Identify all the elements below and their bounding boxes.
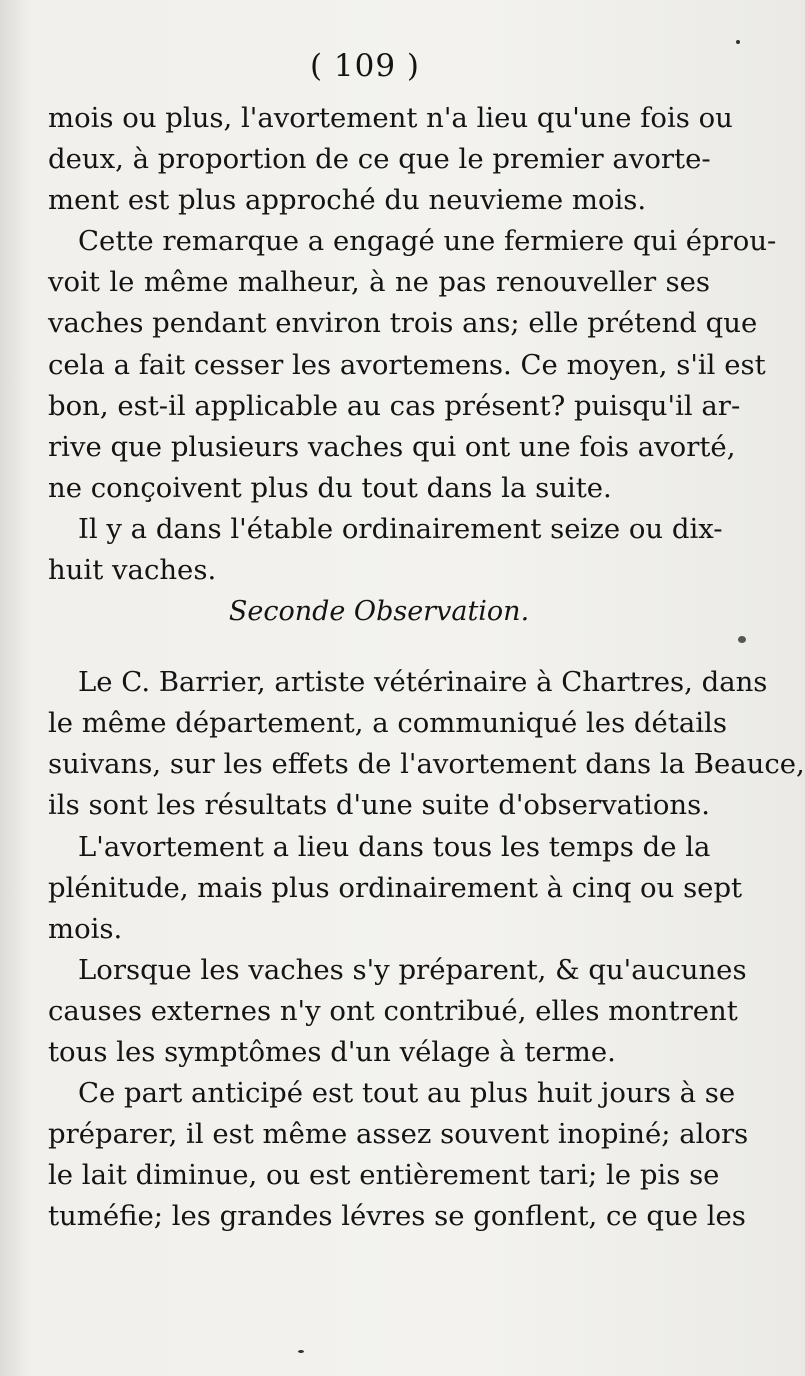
text-line: vaches pendant environ trois ans; elle prétend que	[48, 307, 758, 340]
text-line: ment est plus approché du neuvieme mois.	[48, 184, 647, 217]
text-line: L'avortement a lieu dans tous les temps de la	[78, 830, 711, 863]
text-line: ils sont les résultats d'une suite d'observations.	[48, 789, 710, 822]
text-line: plénitude, mais plus ordinairement à cinq ou sept	[48, 871, 743, 904]
text-line: huit vaches.	[48, 554, 217, 587]
text-line: Lorsque les vaches s'y préparent, & qu'aucunes	[78, 953, 747, 986]
text-line: tous les symptômes d'un vélage à terme.	[48, 1035, 616, 1068]
ink-speck	[738, 636, 746, 643]
text-line: mois.	[48, 912, 123, 945]
text-line: mois ou plus, l'avortement n'a lieu qu'une fois ou	[48, 102, 733, 134]
text-line: Le C. Barrier, artiste vétérinaire à Chartres, dans	[78, 666, 768, 699]
text-line: tuméfie; les grandes lévres se gonflent, ce que les	[48, 1200, 746, 1233]
page-body	[48, 98, 805, 1237]
text-line: Cette remarque a engagé une fermiere qui éprou-	[78, 225, 777, 258]
ink-speck	[298, 1350, 304, 1353]
text-line: deux, à proportion de ce que le premier avorte-	[48, 143, 711, 176]
text-line: causes externes n'y ont contribué, elles montrent	[48, 994, 738, 1027]
text-line: le lait diminue, ou est entièrement tari; le pis se	[48, 1159, 720, 1192]
text-line: le même département, a communiqué les détails	[48, 707, 727, 740]
ink-speck	[736, 40, 740, 44]
text-line: voit le même malheur, à ne pas renouveller ses	[48, 266, 710, 299]
text-line: rive que plusieurs vaches qui ont une fois avorté,	[48, 430, 736, 463]
text-line: ne conçoivent plus du tout dans la suite.	[48, 471, 612, 504]
text-line: préparer, il est même assez souvent inopiné; alors	[48, 1118, 749, 1151]
page-number: ( 109 )	[309, 48, 421, 84]
section-heading: Seconde Observation.	[228, 596, 530, 628]
text-line: Il y a dans l'étable ordinairement seize ou dix-	[78, 512, 723, 545]
text-line: cela a fait cesser les avortemens. Ce moyen, s'il est	[48, 348, 766, 381]
text-line: Ce part anticipé est tout au plus huit jours à se	[78, 1077, 736, 1110]
text-line: bon, est-il applicable au cas présent? puisqu'il ar-	[48, 389, 741, 422]
text-line: suivans, sur les effets de l'avortement dans la Beauce,	[48, 748, 805, 781]
